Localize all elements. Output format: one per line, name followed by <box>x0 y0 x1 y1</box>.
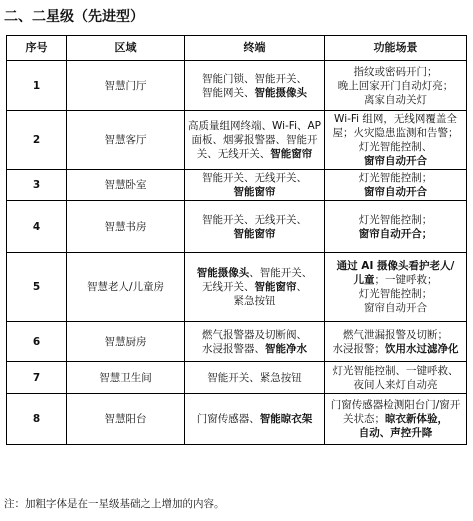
cell-terminal <box>185 253 325 322</box>
text: ；一键呼救； <box>374 274 438 286</box>
text: 、智能开关、 <box>249 267 313 279</box>
text: 高质量组网终端、Wi-Fi、AP <box>187 120 322 132</box>
cell-area: 智慧卧室 <box>67 170 185 201</box>
page-title: 二、二星级（先进型） <box>4 9 144 25</box>
text: 燃气泄漏报警及切断； <box>343 328 448 341</box>
scene-line <box>327 65 464 79</box>
cell-scene <box>325 61 467 111</box>
text: Wi-Fi 组网，无线网覆盖全 <box>334 113 457 125</box>
terminal-line <box>187 185 322 199</box>
cell-terminal <box>185 61 325 111</box>
table-row <box>7 394 467 445</box>
text: 关状态； <box>343 413 385 425</box>
text: 智能网关、 <box>202 86 255 99</box>
cell-no: 4 <box>7 201 67 253</box>
text: 灯光智能控制、 <box>358 141 433 153</box>
text: 、 <box>296 281 307 293</box>
scene-line <box>327 154 464 168</box>
text: 智能开关、紧急按钮 <box>207 371 302 384</box>
header-terminal: 终端 <box>185 36 325 61</box>
text: 灯光智能控制； <box>358 288 433 300</box>
table-row <box>7 61 467 111</box>
bold-text: 智能窗帘 <box>270 148 313 160</box>
cell-area: 智慧卫生间 <box>67 362 185 394</box>
text: 燃气报警器及切断阀、 <box>202 328 307 341</box>
cell-terminal <box>185 111 325 170</box>
bold-text: 智能窗帘 <box>233 186 276 198</box>
text: 智能门锁、智能开关、 <box>202 72 307 85</box>
text: 离家自动关灯 <box>364 93 427 106</box>
scene-line <box>327 126 464 140</box>
text: 窗帘自动开合 <box>364 302 427 314</box>
terminal-line <box>187 133 322 147</box>
text: 指纹或密码开门； <box>353 65 438 78</box>
terminal-line <box>187 171 322 185</box>
bold-text: 智能窗帘 <box>254 281 297 293</box>
cell-area: 智慧厨房 <box>67 322 185 362</box>
cell-scene <box>325 253 467 322</box>
bold-text: 自动、声控升降 <box>358 427 433 439</box>
table-row <box>7 253 467 322</box>
scene-line <box>327 301 464 315</box>
table-row <box>7 322 467 362</box>
text: 水浸报警器、 <box>202 342 265 355</box>
text: 门窗传感器、 <box>196 413 260 425</box>
text: 晚上回家开门自动灯亮； <box>337 79 454 92</box>
table-row <box>7 111 467 170</box>
bold-text: 窗帘自动开合； <box>358 227 433 240</box>
text: 关、无线开关、 <box>196 148 271 160</box>
cell-terminal <box>185 170 325 201</box>
terminal-line <box>187 266 322 280</box>
terminal-line <box>187 294 322 308</box>
cell-no: 8 <box>7 394 67 445</box>
bold-text: 智能净水 <box>265 342 307 355</box>
bold-text: 饮用水过滤净化 <box>385 342 459 355</box>
scene-line <box>327 412 464 426</box>
text: 灯光智能控制； <box>358 213 433 226</box>
header-scene: 功能场景 <box>325 36 467 61</box>
scene-line <box>327 227 464 241</box>
cell-area: 智慧书房 <box>67 201 185 253</box>
terminal-line <box>187 147 322 161</box>
cell-terminal <box>185 322 325 362</box>
scene-line <box>327 140 464 154</box>
bold-text: 智能摄像头 <box>196 267 250 279</box>
cell-terminal <box>185 362 325 394</box>
cell-no: 2 <box>7 111 67 170</box>
bold-text: 智能摄像头 <box>254 86 307 99</box>
bold-text: 窗帘自动开合 <box>364 186 427 198</box>
cell-area: 智慧老人/儿童房 <box>67 253 185 322</box>
scene-line <box>327 328 464 342</box>
bold-text: 智能窗帘 <box>233 227 276 240</box>
scene-line <box>327 93 464 107</box>
text: 无线开关、 <box>202 281 255 293</box>
table-row <box>7 362 467 394</box>
text: 智能开关、无线开关、 <box>202 213 307 226</box>
scene-line <box>327 185 464 199</box>
terminal-line <box>187 86 322 100</box>
scene-line <box>327 259 464 273</box>
footnote: 注：加粗字体是在一星级基础之上增加的内容。 <box>4 498 225 510</box>
table-row <box>7 201 467 253</box>
cell-area: 智慧阳台 <box>67 394 185 445</box>
terminal-line <box>187 328 322 342</box>
cell-no: 7 <box>7 362 67 394</box>
terminal-line <box>187 412 322 426</box>
scene-line <box>327 273 464 287</box>
cell-scene <box>325 322 467 362</box>
bold-text: 通过 AI 摄像头看护老人/ <box>336 260 455 272</box>
cell-no: 1 <box>7 61 67 111</box>
scene-line <box>327 342 464 356</box>
scene-line <box>327 378 464 392</box>
scene-line <box>327 213 464 227</box>
text: 智能开关、无线开关、 <box>202 172 307 184</box>
bold-text: 儿童 <box>353 274 375 286</box>
scene-line <box>327 112 464 126</box>
feature-table <box>6 35 467 445</box>
scene-line <box>327 79 464 93</box>
scene-line <box>327 287 464 301</box>
text: 紧急按钮 <box>233 295 276 307</box>
table-row <box>7 170 467 201</box>
table-header-row <box>7 36 467 61</box>
cell-scene <box>325 201 467 253</box>
text: 夜间人来灯自动亮 <box>353 378 438 391</box>
cell-scene <box>325 394 467 445</box>
cell-terminal <box>185 201 325 253</box>
header-no: 序号 <box>7 36 67 61</box>
terminal-line <box>187 342 322 356</box>
terminal-line <box>187 371 322 385</box>
terminal-line <box>187 72 322 86</box>
cell-no: 5 <box>7 253 67 322</box>
scene-line <box>327 364 464 378</box>
text: 面板、烟雾报警器、智能开 <box>191 134 318 146</box>
cell-area: 智慧门厅 <box>67 61 185 111</box>
header-area: 区域 <box>67 36 185 61</box>
scene-line <box>327 171 464 185</box>
cell-scene <box>325 362 467 394</box>
cell-scene <box>325 170 467 201</box>
text: 门窗传感器检测阳台门/窗开 <box>330 399 461 411</box>
terminal-line <box>187 213 322 227</box>
text: 灯光智能控制、一键呼救、 <box>332 364 459 377</box>
terminal-line <box>187 119 322 133</box>
text: 灯光智能控制； <box>358 172 433 184</box>
cell-no: 6 <box>7 322 67 362</box>
cell-scene <box>325 111 467 170</box>
text: 屋；火灾隐患监测和告警； <box>332 127 459 139</box>
terminal-line <box>187 227 322 241</box>
cell-no: 3 <box>7 170 67 201</box>
terminal-line <box>187 280 322 294</box>
text: 水浸报警； <box>332 342 385 355</box>
bold-text: 窗帘自动开合 <box>364 155 427 167</box>
bold-text: 智能晾衣架 <box>259 413 313 425</box>
table-body <box>7 61 467 445</box>
bold-text: 晾衣新体验， <box>385 413 448 425</box>
scene-line <box>327 426 464 440</box>
cell-terminal <box>185 394 325 445</box>
scene-line <box>327 398 464 412</box>
cell-area: 智慧客厅 <box>67 111 185 170</box>
